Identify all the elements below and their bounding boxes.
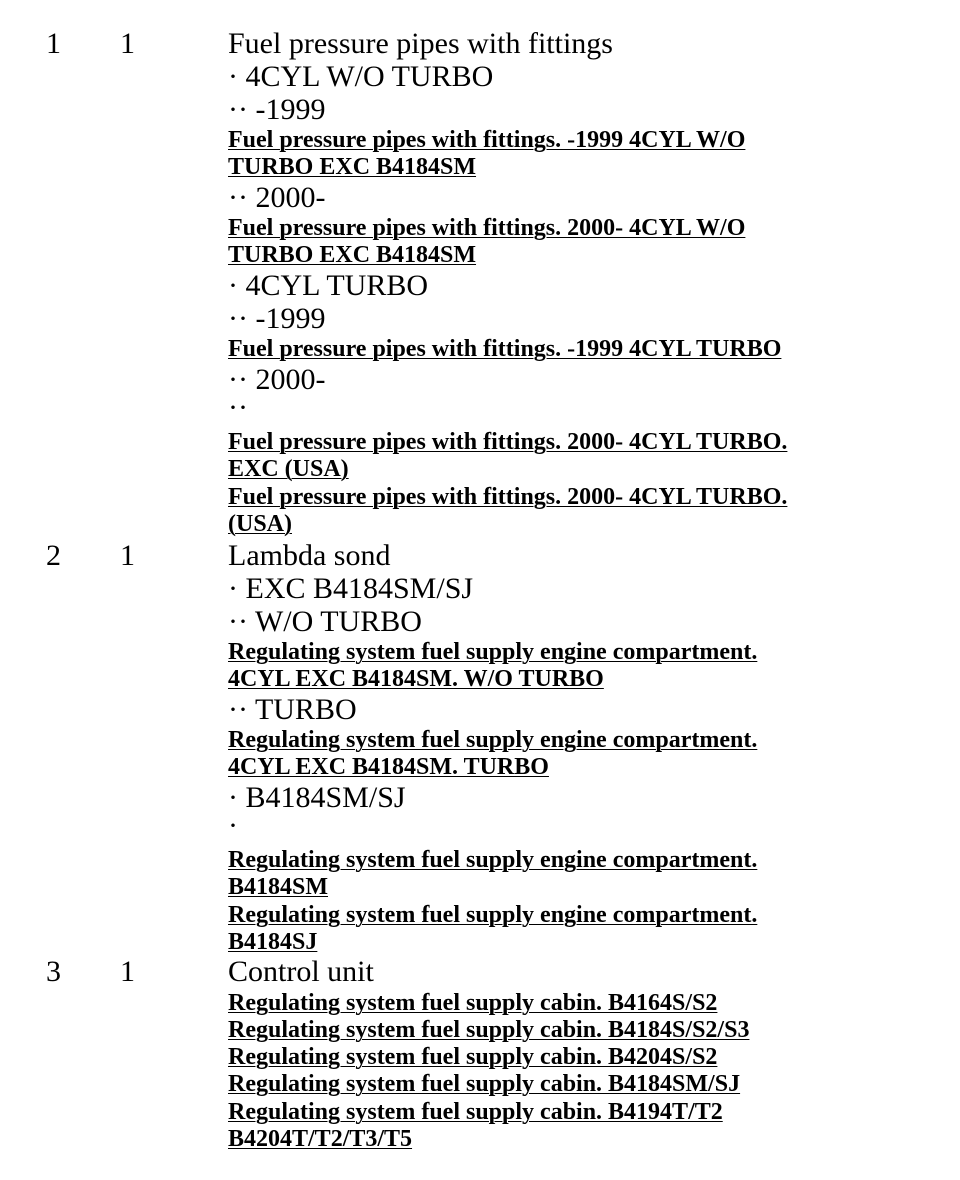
row-2-subvariant-turbo: ·· TURBO xyxy=(228,693,357,726)
row-1-subvariant-2000: ·· 2000- xyxy=(228,181,326,214)
row-1-link-fuel-pipes-2000-wo-turbo-cont[interactable]: TURBO EXC B4184SM xyxy=(228,242,477,268)
row-2-quantity: 1 xyxy=(120,539,135,572)
row-2-link-regulating-engine-wo-turbo[interactable]: Regulating system fuel supply engine compartment. xyxy=(228,639,758,665)
row-3-link-cabin-b4164s[interactable]: Regulating system fuel supply cabin. B4164S/S2 xyxy=(228,990,718,1016)
row-2-link-regulating-engine-turbo-cont[interactable]: 4CYL EXC B4184SM. TURBO xyxy=(228,754,549,780)
row-3-link-cabin-b4184sm-sj[interactable]: Regulating system fuel supply cabin. B4184SM/SJ xyxy=(228,1071,741,1097)
row-3-link-cabin-b4204s[interactable]: Regulating system fuel supply cabin. B4204S/S2 xyxy=(228,1044,718,1070)
row-1-link-fuel-pipes-2000-turbo-usa[interactable]: Fuel pressure pipes with fittings. 2000- 4CYL TURBO. xyxy=(228,484,788,510)
row-1-link-fuel-pipes-1999-wo-turbo[interactable]: Fuel pressure pipes with fittings. -1999 4CYL W/O xyxy=(228,127,746,153)
row-1-link-fuel-pipes-1999-wo-turbo-cont[interactable]: TURBO EXC B4184SM xyxy=(228,154,477,180)
row-1-quantity: 1 xyxy=(120,27,135,60)
row-1-variant-4cyl-wo-turbo: · 4CYL W/O TURBO xyxy=(228,60,494,93)
row-2-position: 2 xyxy=(46,539,61,572)
row-1-position: 1 xyxy=(46,27,61,60)
row-2-link-regulating-engine-wo-turbo-cont[interactable]: 4CYL EXC B4184SM. W/O TURBO xyxy=(228,666,604,692)
row-1-subvariant-turbo-2000: ·· 2000- xyxy=(228,363,326,396)
row-1-link-fuel-pipes-2000-turbo-usa-cont[interactable]: (USA) xyxy=(228,511,292,537)
row-1-level-marker: ·· xyxy=(228,391,248,424)
row-1-link-fuel-pipes-2000-turbo-exc-usa-cont[interactable]: EXC (USA) xyxy=(228,456,349,482)
row-1-subvariant-1999: ·· -1999 xyxy=(228,93,326,126)
row-2-link-regulating-engine-b4184sm[interactable]: Regulating system fuel supply engine compartment. xyxy=(228,847,758,873)
row-2-link-regulating-engine-b4184sm-cont[interactable]: B4184SM xyxy=(228,874,329,900)
row-2-subvariant-wo-turbo: ·· W/O TURBO xyxy=(228,605,422,638)
row-1-part-name: Fuel pressure pipes with fittings xyxy=(228,27,613,60)
row-3-link-cabin-b4194t[interactable]: Regulating system fuel supply cabin. B4194T/T2 xyxy=(228,1099,723,1125)
row-3-link-cabin-b4204t[interactable]: B4204T/T2/T3/T5 xyxy=(228,1126,413,1152)
row-1-link-fuel-pipes-1999-turbo[interactable]: Fuel pressure pipes with fittings. -1999 4CYL TURBO xyxy=(228,336,782,362)
row-3-part-name: Control unit xyxy=(228,955,374,988)
row-2-link-regulating-engine-b4184sj-cont[interactable]: B4184SJ xyxy=(228,929,318,955)
row-2-level-marker: · xyxy=(228,809,238,842)
row-2-link-regulating-engine-turbo[interactable]: Regulating system fuel supply engine compartment. xyxy=(228,727,758,753)
row-3-quantity: 1 xyxy=(120,955,135,988)
row-1-subvariant-turbo-1999: ·· -1999 xyxy=(228,302,326,335)
row-1-variant-4cyl-turbo: · 4CYL TURBO xyxy=(228,269,429,302)
row-2-part-name: Lambda sond xyxy=(228,539,391,572)
row-1-link-fuel-pipes-2000-turbo-exc-usa[interactable]: Fuel pressure pipes with fittings. 2000- 4CYL TURBO. xyxy=(228,429,788,455)
row-3-position: 3 xyxy=(46,955,61,988)
row-2-link-regulating-engine-b4184sj[interactable]: Regulating system fuel supply engine compartment. xyxy=(228,902,758,928)
row-2-variant-b4184sm-sj: · B4184SM/SJ xyxy=(228,781,406,814)
row-2-variant-exc-b4184sm-sj: · EXC B4184SM/SJ xyxy=(228,572,474,605)
row-3-link-cabin-b4184s[interactable]: Regulating system fuel supply cabin. B4184S/S2/S3 xyxy=(228,1017,750,1043)
row-1-link-fuel-pipes-2000-wo-turbo[interactable]: Fuel pressure pipes with fittings. 2000- 4CYL W/O xyxy=(228,215,746,241)
